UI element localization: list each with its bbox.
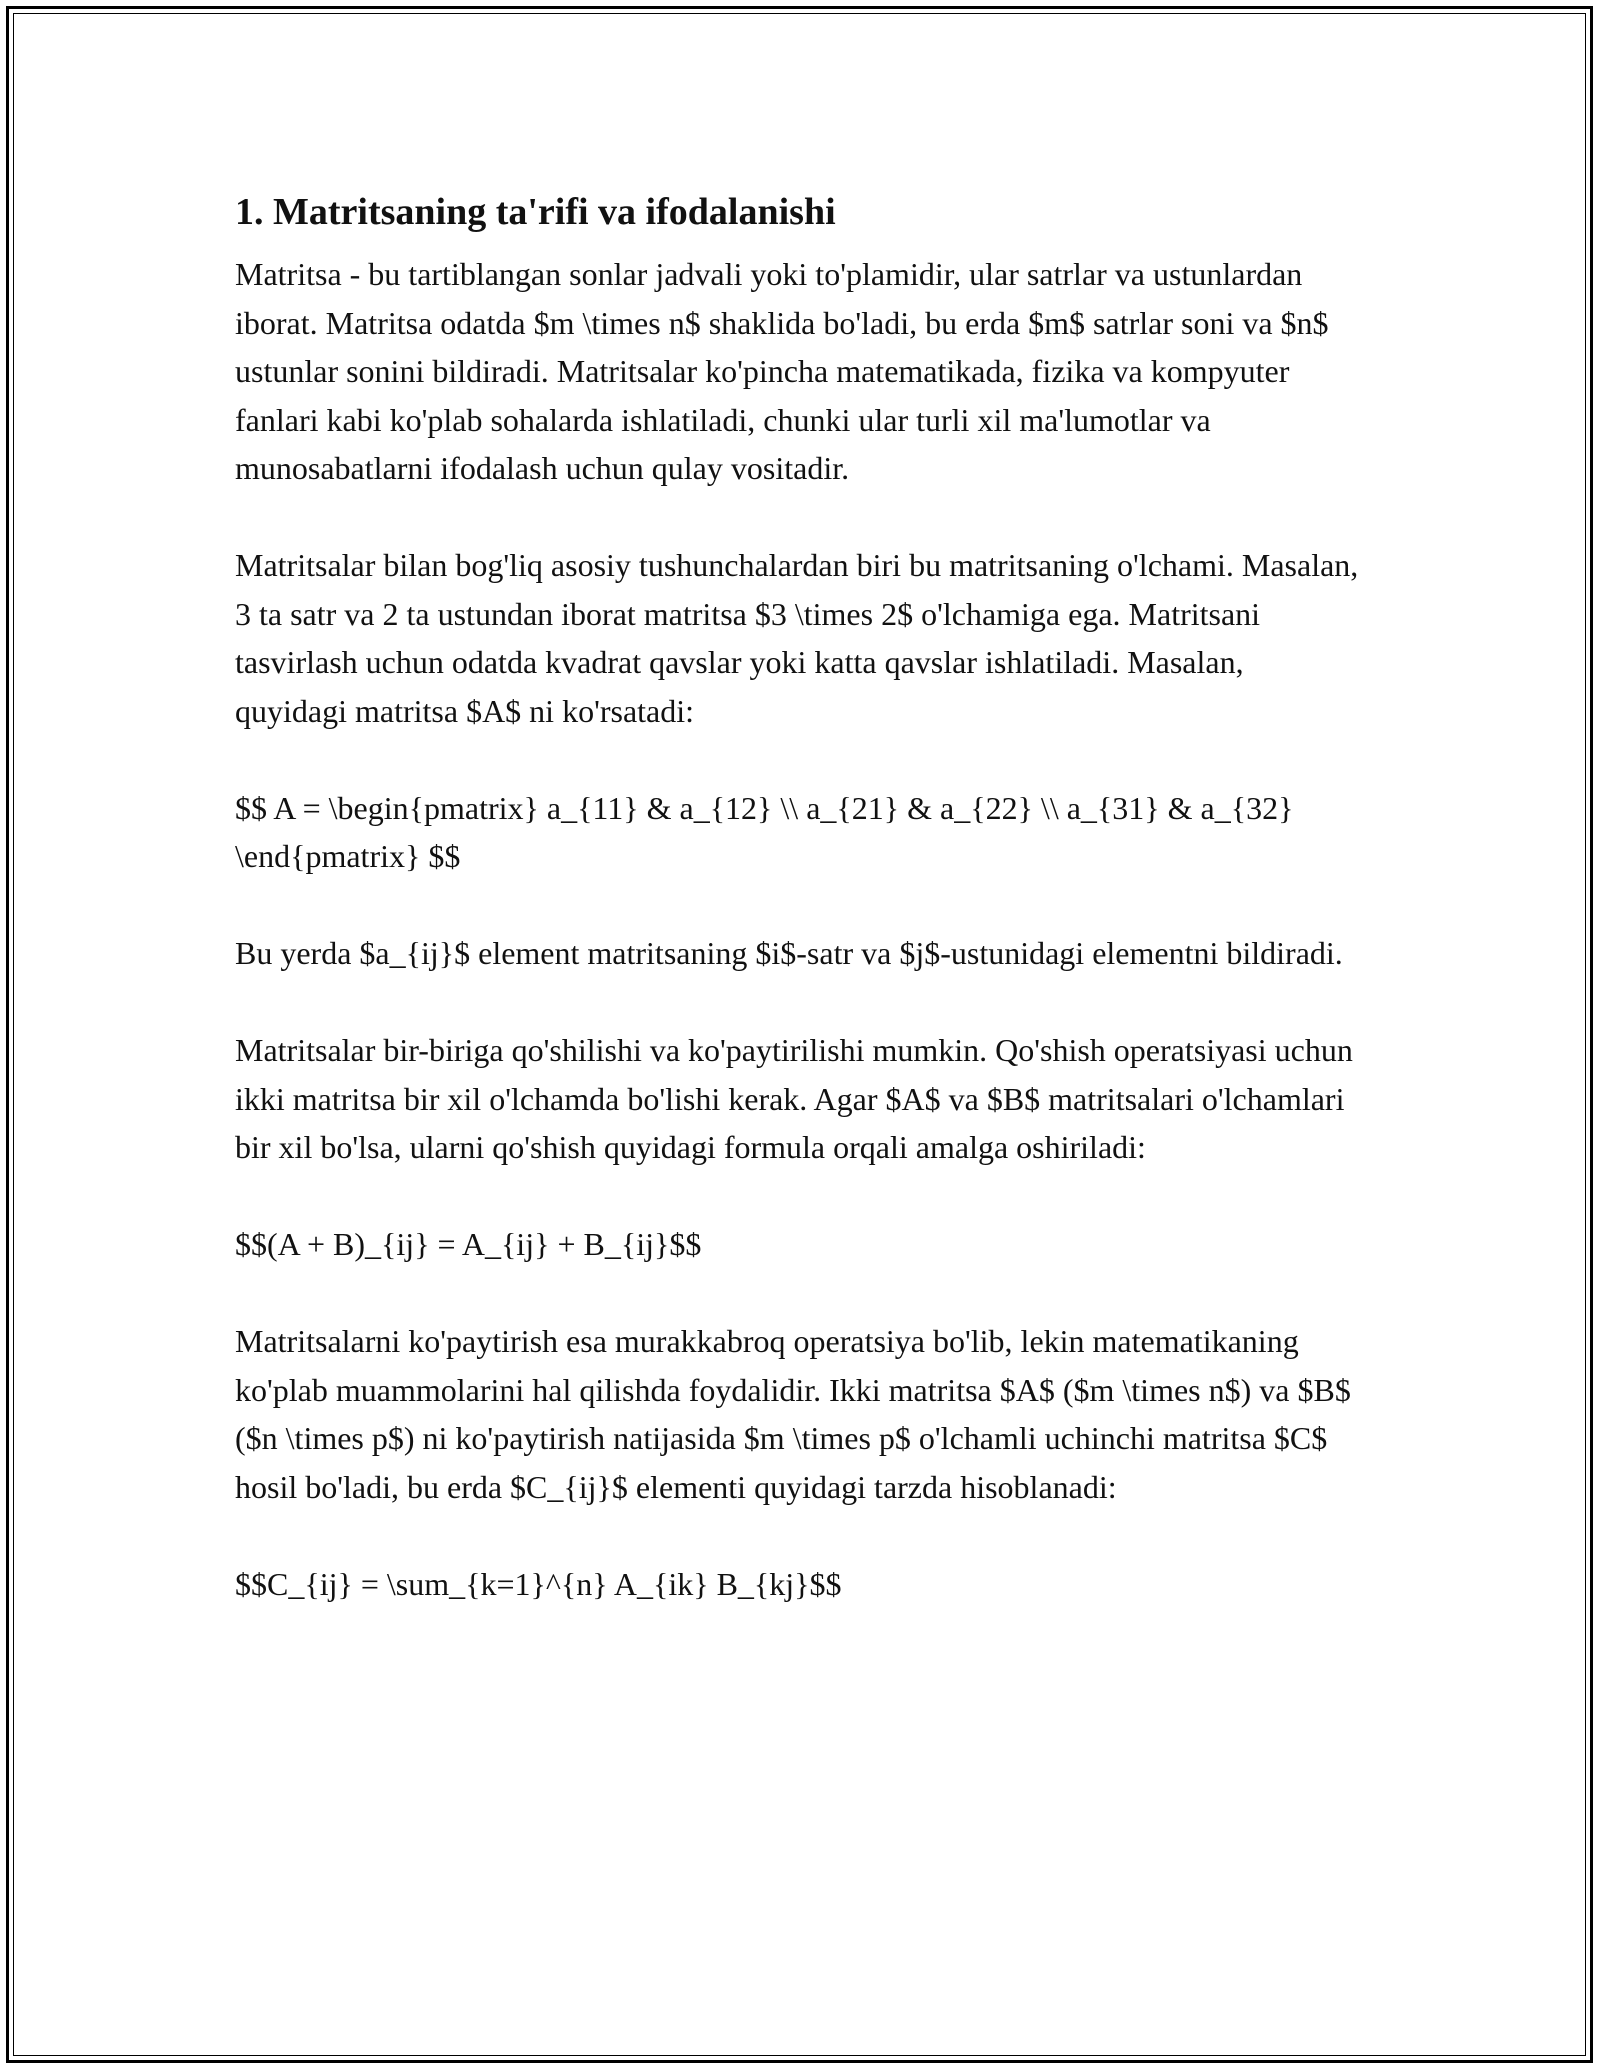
formula-multiplication: $$C_{ij} = \sum_{k=1}^{n} A_{ik} B_{kj}$$ bbox=[235, 1565, 842, 1602]
formula-addition: $$(A + B)_{ij} = A_{ij} + B_{ij}$$ bbox=[235, 1226, 702, 1262]
section-heading: 1. Matritsaning ta'rifi va ifodalanishi bbox=[235, 191, 836, 233]
formula-matrix-a: $$ A = \begin{pmatrix} a_{11} & a_{12} \\ a_{21} & a_{22} \\ a_{31} & a_{32} \end{pmatrix} $$ bbox=[235, 789, 1294, 874]
paragraph-matrix-size: Matritsalar bilan bog'liq asosiy tushunchalardan biri bu matritsaning o'lchami. Masalan, 3 ta satr va 2 ta ustundan iborat matritsa $3 \times 2$ o'lchamiga ega. Matritsani tasvirlash uchun odatda kvadrat qavslar yoki katta qavslar ishlatiladi. Masalan, quyidagi matritsa $A$ ni ko'rsatadi: bbox=[235, 547, 1359, 729]
paragraph-matrix-addition: Matritsalar bir-biriga qo'shilishi va ko'paytirilishi mumkin. Qo'shish operatsiyasi uchun ikki matritsa bir xil o'lchamda bo'lishi kerak. Agar $A$ va $B$ matritsalari o'lchamlari bir xil bo'lsa, ularni qo'shish quyidagi formula orqali amalga oshiriladi: bbox=[235, 1032, 1353, 1165]
paragraph-matrix-definition: Matritsa - bu tartiblangan sonlar jadvali yoki to'plamidir, ular satrlar va ustunlardan iborat. Matritsa odatda $m \times n$ shaklida bo'ladi, bu erda $m$ satrlar soni va $n$ ustunlar sonini bildiradi. Matritsalar ko'pincha matematikada, fizika va kompyuter fanlari kabi ko'plab sohalarda ishlatiladi, chunki ular turli xil ma'lumotlar va munosabatlarni ifodalash uchun qulay vositadir. bbox=[235, 256, 1329, 486]
paragraph-matrix-multiplication: Matritsalarni ko'paytirish esa murakkabroq operatsiya bo'lib, lekin matematikaning ko'plab muammolarini hal qilishda foydalidir. Ikki matritsa $A$ ($m \times n$) va $B$ ($n \times p$) ni ko'paytirish natijasida $m \times p$ o'lchamli uchinchi matritsa $C$ hosil bo'ladi, bu erda $C_{ij}$ elementi quyidagi tarzda hisoblanadi: bbox=[235, 1323, 1351, 1505]
document-body bbox=[235, 184, 1360, 1657]
paragraph-element-meaning: Bu yerda $a_{ij}$ element matritsaning $i$-satr va $j$-ustunidagi elementni bildiradi. bbox=[235, 935, 1343, 971]
